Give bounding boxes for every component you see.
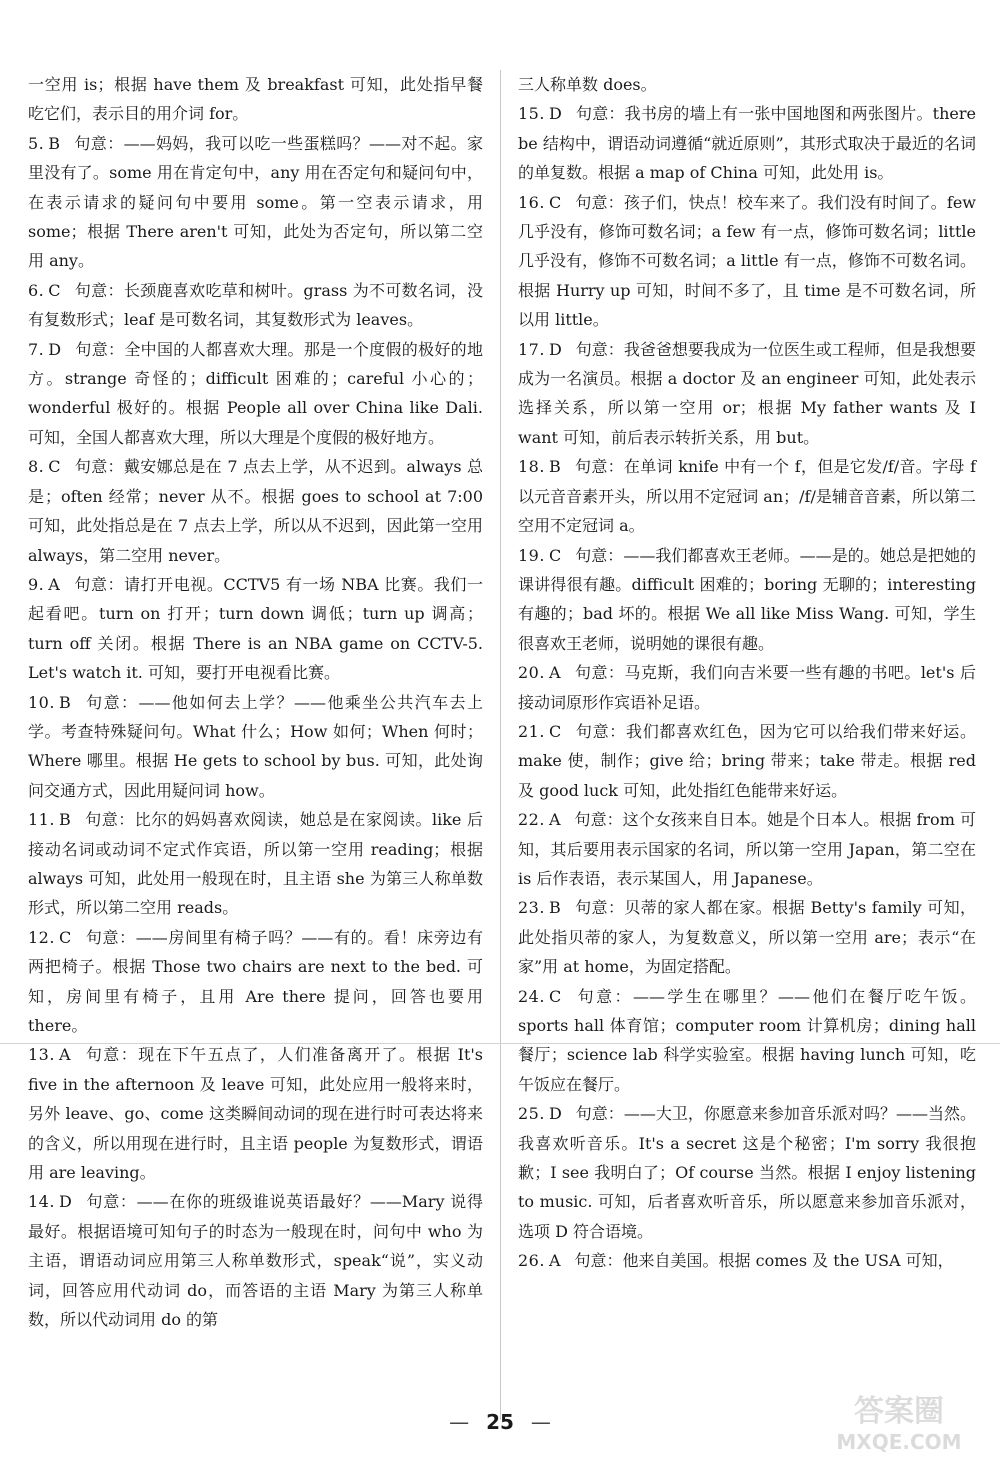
item-explanation: 句意：马克斯，我们向吉米要一些有趣的书吧。let's 后接动词原形作宾语补足语。 — [518, 663, 976, 712]
item-answer: D — [548, 1104, 562, 1124]
item-answer: C — [548, 545, 562, 565]
item-number: 19. — [518, 545, 545, 565]
item-number: 9. — [28, 574, 45, 594]
answer-item — [518, 658, 976, 717]
item-number: 8. — [28, 457, 45, 477]
item-answer: A — [58, 1045, 71, 1065]
answer-item — [518, 541, 976, 659]
item-number: 25. — [518, 1104, 545, 1124]
answer-item — [518, 1099, 976, 1246]
item-answer: C — [58, 927, 72, 947]
answer-item — [518, 1246, 976, 1275]
answer-item — [28, 688, 483, 806]
item-number: 11. — [28, 810, 55, 830]
answer-item — [518, 70, 976, 99]
answer-item — [28, 129, 483, 276]
item-explanation: 句意：——学生在哪里？——他们在餐厅吃午饭。sports hall 体育馆；computer room 计算机房；dining hall 餐厅；science lab 科学实验室。根据 having lunch 可知，吃午饭应在餐厅。 — [518, 986, 976, 1094]
answer-item — [28, 1187, 483, 1334]
item-explanation: 一空用 is；根据 have them 及 breakfast 可知，此处指早餐吃它们，表示目的用介词 for。 — [28, 75, 483, 124]
column-divider — [500, 70, 501, 1420]
item-answer: A — [548, 810, 561, 830]
item-explanation: 句意：我书房的墙上有一张中国地图和两张图片。there be 结构中，谓语动词遵循“就近原则”，其形式取决于最近的名词的单复数。根据 a map of China 可知，此处用 is。 — [518, 104, 976, 183]
answer-item — [518, 99, 976, 187]
item-answer: B — [548, 457, 561, 477]
item-number: 13. — [28, 1045, 55, 1065]
watermark-logo — [804, 1385, 994, 1455]
answer-item — [28, 335, 483, 453]
item-explanation: 句意：——他如何去上学？——他乘坐公共汽车去上学。考查特殊疑问句。What 什么；How 如何；When 何时；Where 哪里。根据 He gets to school by bus. 可知，此处询问交通方式，因此用疑问词 how。 — [28, 692, 483, 800]
answer-item — [28, 276, 483, 335]
item-number: 16. — [518, 192, 545, 212]
scan-fold-line — [0, 1043, 1000, 1044]
item-number: 23. — [518, 898, 545, 918]
item-answer: D — [48, 339, 62, 359]
item-answer: A — [48, 574, 60, 594]
right-column — [518, 70, 976, 1276]
item-answer: D — [548, 104, 562, 124]
answer-item — [518, 893, 976, 981]
item-explanation: 句意：请打开电视。CCTV5 有一场 NBA 比赛。我们一起看吧。turn on 打开；turn down 调低；turn up 调高；turn off 关闭。根据 There is an NBA game on CCTV-5. Let's watch it. 可知，要打开电视看比赛。 — [28, 574, 483, 683]
item-explanation: 句意：长颈鹿喜欢吃草和树叶。grass 为不可数名词，没有复数形式；leaf 是可数名词，其复数形式为 leaves。 — [28, 280, 483, 330]
item-explanation: 句意：贝蒂的家人都在家。根据 Betty's family 可知，此处指贝蒂的家人，为复数意义，所以第一空用 are；表示“在家”用 at home，为固定搭配。 — [518, 898, 976, 977]
item-answer: A — [548, 1251, 561, 1271]
item-explanation: 句意：——大卫，你愿意来参加音乐派对吗？——当然。我喜欢听音乐。It's a secret 这是个秘密；I'm sorry 我很抱歉；I see 我明白了；Of course 当然。根据 I enjoy listening to music. 可知，后者喜欢听音乐，所以愿意来参加音乐派对，选项 D 符合语境。 — [518, 1104, 976, 1241]
item-explanation: 句意：这个女孩来自日本。她是个日本人。根据 from 可知，其后要用表示国家的名词，所以第一空用 Japan，第二空在 is 后作表语，表示某国人，用 Japanese。 — [518, 810, 976, 888]
watermark-url: MXQE.COM — [836, 1430, 962, 1454]
item-explanation: 句意：在单词 knife 中有一个 f，但是它发/f/音。字母 f 以元音音素开头，所以用不定冠词 an；/f/是辅音音素，所以第二空用不定冠词 a。 — [518, 457, 976, 536]
item-number: 7. — [28, 339, 45, 359]
item-explanation: 句意：他来自美国。根据 comes 及 the USA 可知， — [574, 1251, 954, 1271]
item-explanation: 句意：——在你的班级谁说英语最好？——Mary 说得最好。根据语境可知句子的时态为一般现在时，问句中 who 为主语，谓语动词应用第三人称单数形式，speak“说”，实义动词，回答应用代动词 do，而答语的主语 Mary 为第三人称单数，所以代动词用 do 的第 — [28, 1192, 483, 1330]
answer-item — [28, 805, 483, 923]
answer-item — [28, 1040, 483, 1187]
answer-item — [28, 570, 483, 688]
item-explanation: 句意：比尔的妈妈喜欢阅读，她总是在家阅读。like 后接动名词或动词不定式作宾语，所以第一空用 reading；根据 always 可知，此处用一般现在时，且主语 she 为第三人称单数形式，所以第二空用 reads。 — [28, 810, 483, 918]
item-answer: C — [548, 192, 562, 212]
answer-item — [28, 70, 483, 129]
item-number: 24. — [518, 986, 545, 1006]
item-explanation: 句意：我爸爸想要我成为一位医生或工程师，但是我想要成为一名演员。根据 a doctor 及 an engineer 可知，此处表示选择关系，所以第一空用 or；根据 My father wants 及 I want 可知，前后表示转折关系，用 but。 — [518, 339, 976, 447]
page-number: 25 — [486, 1410, 514, 1434]
item-number: 18. — [518, 457, 545, 477]
item-number: 5. — [28, 133, 45, 153]
item-answer: C — [548, 721, 562, 741]
footer-dash-right: — — [530, 1410, 551, 1434]
item-number: 6. — [28, 280, 45, 300]
left-column — [28, 70, 483, 1334]
watermark-svg — [804, 1385, 994, 1455]
item-answer: C — [48, 280, 61, 300]
item-number: 15. — [518, 104, 545, 124]
item-answer: B — [48, 133, 61, 153]
item-explanation: 句意：戴安娜总是在 7 点去上学，从不迟到。always 总是；often 经常；never 从不。根据 goes to school at 7:00 可知，此处指总是在 7 点去上学，所以从不迟到，因此第一空用 always，第二空用 never。 — [28, 457, 483, 565]
item-explanation: 句意：孩子们，快点！校车来了。我们没有时间了。few 几乎没有，修饰可数名词；a few 有一点，修饰可数名词；little 几乎没有，修饰不可数名词；a little 有一点，修饰不可数名词。根据 Hurry up 可知，时间不多了，且 time 是不可数名词，所以用 little。 — [518, 192, 976, 330]
item-explanation: 句意：现在下午五点了，人们准备离开了。根据 It's five in the afternoon 及 leave 可知，此处应用一般将来时，另外 leave、go、come 这类瞬间动词的现在进行时可表达将来的含义，所以用现在进行时，且主语 people 为复数形式，谓语用 are leaving。 — [28, 1045, 483, 1183]
item-number: 26. — [518, 1251, 545, 1271]
item-number: 20. — [518, 663, 545, 683]
item-answer: B — [548, 898, 561, 918]
item-number: 22. — [518, 810, 545, 830]
answer-item — [28, 452, 483, 570]
answer-item — [518, 717, 976, 805]
item-explanation: 句意：——妈妈，我可以吃一些蛋糕吗？——对不起。家里没有了。some 用在肯定句中，any 用在否定句和疑问句中，在表示请求的疑问句中要用 some。第一空表示请求，用 some；根据 There aren't 可知，此处为否定句，所以第二空用 any。 — [28, 133, 483, 271]
item-explanation: 三人称单数 does。 — [518, 75, 657, 94]
answer-item — [518, 805, 976, 893]
item-answer: C — [548, 986, 562, 1006]
answer-item — [518, 452, 976, 540]
item-answer: D — [58, 1192, 72, 1212]
item-answer: D — [548, 339, 562, 359]
item-answer: A — [548, 663, 561, 683]
item-explanation: 句意：——我们都喜欢王老师。——是的。她总是把她的课讲得很有趣。difficult 困难的；boring 无聊的；interesting 有趣的；bad 坏的。根据 We all like Miss Wang. 可知，学生很喜欢王老师，说明她的课很有趣。 — [518, 545, 976, 653]
answer-item — [28, 923, 483, 1041]
item-answer: B — [58, 692, 71, 712]
item-number: 12. — [28, 927, 55, 947]
watermark-title: 答案圈 — [854, 1394, 944, 1429]
item-number: 17. — [518, 339, 545, 359]
item-explanation: 句意：全中国的人都喜欢大理。那是一个度假的极好的地方。strange 奇怪的；difficult 困难的；careful 小心的；wonderful 极好的。根据 People all over China like Dali. 可知，全国人都喜欢大理，所以大理是个度假的极好地方。 — [28, 339, 483, 447]
item-answer: B — [58, 810, 71, 830]
answer-item — [518, 188, 976, 335]
footer-dash-left: — — [449, 1410, 470, 1434]
answer-item — [518, 982, 976, 1100]
item-answer: C — [48, 457, 61, 477]
item-explanation: 句意：——房间里有椅子吗？——有的。看！床旁边有两把椅子。根据 Those two chairs are next to the bed. 可知，房间里有椅子，且用 Are there 提问，回答也要用 there。 — [28, 927, 483, 1035]
item-number: 14. — [28, 1192, 55, 1212]
item-explanation: 句意：我们都喜欢红色，因为它可以给我们带来好运。make 使，制作；give 给；bring 带来；take 带走。根据 red 及 good luck 可知，此处指红色能带来好运。 — [518, 721, 976, 800]
item-number: 10. — [28, 692, 55, 712]
answer-item — [518, 335, 976, 453]
item-number: 21. — [518, 721, 545, 741]
